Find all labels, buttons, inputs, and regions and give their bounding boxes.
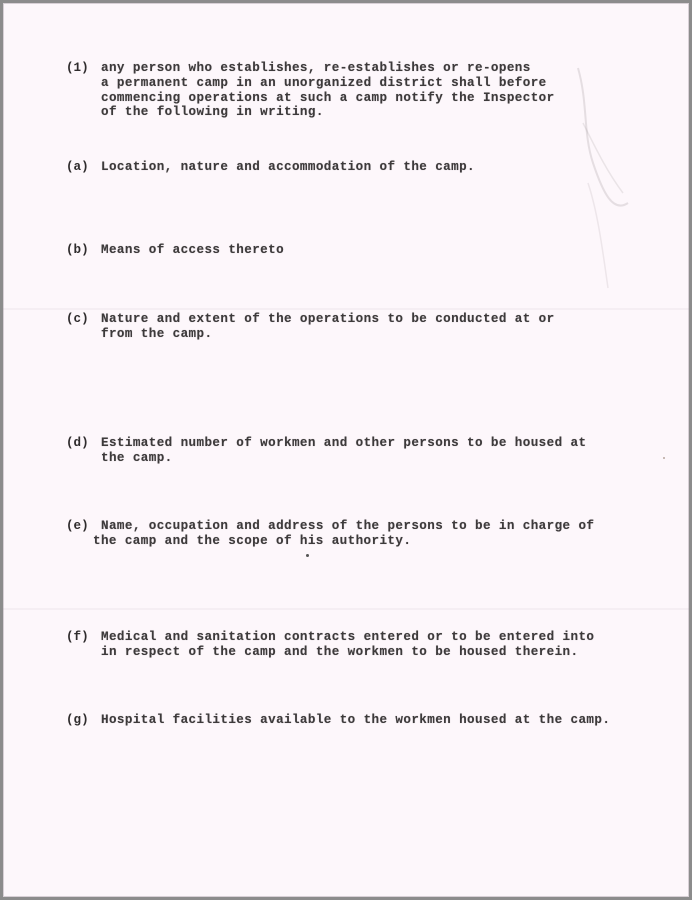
clause-1-line: any person who establishes, re-establishes or re-opens	[101, 61, 531, 75]
item-b-text: Means of access thereto	[101, 243, 285, 257]
item-f-label: (f)	[66, 630, 89, 644]
item-f-text: in respect of the camp and the workmen to be housed therein.	[101, 645, 579, 659]
ink-speck	[663, 457, 665, 459]
item-e-text: Name, occupation and address of the persons to be in charge of	[101, 519, 595, 533]
clause-1-line: a permanent camp in an unorganized district shall before	[101, 76, 547, 90]
item-c-text: Nature and extent of the operations to be conducted at or	[101, 312, 555, 326]
item-f-text: Medical and sanitation contracts entered or to be entered into	[101, 630, 595, 644]
item-b-label: (b)	[66, 243, 89, 257]
item-a-text: Location, nature and accommodation of the camp.	[101, 160, 476, 174]
item-d-label: (d)	[66, 436, 89, 450]
paper-fold	[3, 608, 689, 610]
paper-smudge-mark	[568, 63, 648, 293]
clause-1-label: (1)	[66, 61, 89, 75]
item-e-text: the camp and the scope of his authority.	[93, 534, 412, 548]
item-c-label: (c)	[66, 312, 89, 326]
ink-speck	[306, 554, 309, 557]
item-g-label: (g)	[66, 713, 89, 727]
item-e-label: (e)	[66, 519, 89, 533]
clause-1-line: of the following in writing.	[101, 105, 324, 119]
item-d-text: Estimated number of workmen and other persons to be housed at	[101, 436, 587, 450]
clause-1-line: commencing operations at such a camp notify the Inspector	[101, 91, 555, 105]
document-page	[3, 3, 689, 897]
paper-fold	[3, 308, 689, 310]
item-d-text: the camp.	[101, 451, 173, 465]
item-a-label: (a)	[66, 160, 89, 174]
item-c-text: from the camp.	[101, 327, 213, 341]
item-g-text: Hospital facilities available to the workmen housed at the camp.	[101, 713, 611, 727]
